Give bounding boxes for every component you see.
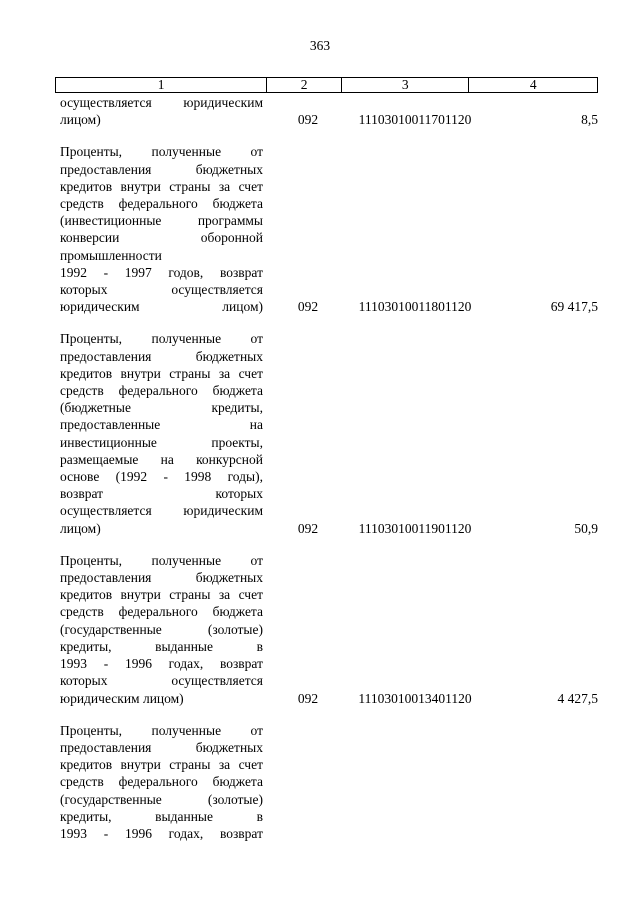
table-header — [55, 77, 598, 93]
header-col-1: 1 — [56, 78, 267, 92]
row-values — [0, 520, 640, 537]
description-line: конверсии оборонной — [60, 230, 263, 246]
description-line: юридическим лицом) — [60, 299, 263, 315]
row-description — [60, 552, 263, 707]
description-line: которых осуществляется — [60, 673, 263, 689]
table-row — [0, 94, 640, 128]
amount-value: 69 417,5 — [550, 299, 598, 315]
description-line: инвестиционные проекты, — [60, 434, 263, 450]
description-line: кредиты, выданные в — [60, 638, 263, 654]
row-values — [0, 825, 640, 842]
row-description — [60, 330, 263, 536]
ministry-code: 092 — [297, 520, 319, 536]
table-row — [0, 722, 640, 842]
description-line: осуществляется юридическим — [60, 95, 263, 110]
ministry-code: 092 — [297, 112, 319, 128]
row-values — [0, 111, 640, 128]
description-line: кредитов внутри страны за счет — [60, 365, 263, 381]
description-line: которых осуществляется — [60, 282, 263, 298]
description-line: (инвестиционные программы — [60, 213, 263, 229]
amount-value: 8,5 — [581, 112, 598, 128]
row-description — [60, 143, 263, 315]
description-line: возврат которых — [60, 486, 263, 502]
description-line: промышленности — [60, 247, 162, 263]
header-col-3: 3 — [342, 78, 470, 92]
header-col-4: 4 — [529, 77, 537, 92]
description-line: 1993 - 1996 годах, возврат — [60, 825, 263, 841]
page-number: 363 — [309, 38, 331, 53]
description-line: размещаемые на конкурсной — [60, 451, 263, 467]
table-body — [0, 94, 640, 842]
budget-classification-code: 11103010011801120 — [358, 299, 472, 315]
description-line: предоставления бюджетных — [60, 348, 263, 364]
description-line: предоставленные на — [60, 417, 263, 433]
description-line: предоставления бюджетных — [60, 161, 263, 177]
amount-value: 4 427,5 — [557, 690, 598, 706]
description-line: 1992 - 1997 годов, возврат — [60, 264, 263, 280]
description-line: (государственные (золотые) — [60, 791, 263, 807]
amount-value: 50,9 — [574, 520, 598, 536]
description-line: кредитов внутри страны за счет — [60, 178, 263, 194]
row-values — [0, 690, 640, 707]
budget-classification-code: 11103010011901120 — [358, 520, 472, 536]
description-line: средств федерального бюджета — [60, 774, 263, 790]
header-col-2: 2 — [267, 78, 342, 92]
ministry-code: 092 — [297, 690, 319, 706]
description-line: средств федерального бюджета — [60, 383, 263, 399]
description-line: предоставления бюджетных — [60, 570, 263, 586]
description-line: (бюджетные кредиты, — [60, 400, 263, 416]
description-line: Проценты, полученные от — [60, 331, 263, 347]
description-line: осуществляется юридическим — [60, 503, 263, 519]
description-line: (государственные (золотые) — [60, 621, 263, 637]
row-values — [0, 298, 640, 315]
description-line: лицом) — [60, 112, 101, 128]
description-line: основе (1992 - 1998 годы), — [60, 469, 263, 485]
description-line: лицом) — [60, 520, 101, 536]
description-line: 1993 - 1996 годах, возврат — [60, 656, 263, 672]
description-line: средств федерального бюджета — [60, 604, 263, 620]
description-line: кредиты, выданные в — [60, 808, 263, 824]
description-line: Проценты, полученные от — [60, 722, 263, 738]
description-line: предоставления бюджетных — [60, 739, 263, 755]
description-line: Проценты, полученные от — [60, 552, 263, 568]
budget-classification-code: 11103010011701120 — [358, 112, 472, 128]
description-line: средств федерального бюджета — [60, 196, 263, 212]
budget-classification-code: 11103010013401120 — [358, 690, 472, 706]
table-row — [0, 330, 640, 536]
description-line: кредитов внутри страны за счет — [60, 587, 263, 603]
ministry-code: 092 — [297, 299, 319, 315]
description-line: юридическим лицом) — [60, 690, 184, 706]
description-line: кредитов внутри страны за счет — [60, 757, 263, 773]
table-row — [0, 143, 640, 315]
table-row — [0, 552, 640, 707]
description-line: Проценты, полученные от — [60, 144, 263, 160]
